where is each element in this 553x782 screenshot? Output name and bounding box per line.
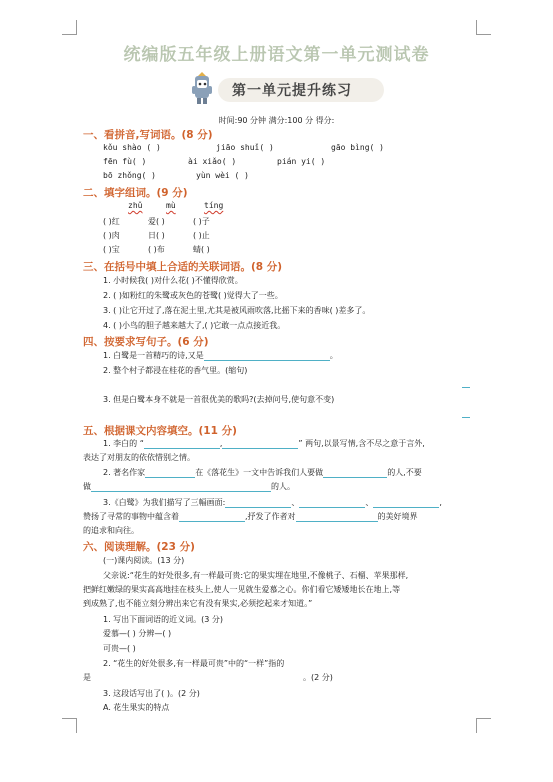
s2-pinyin: tíng xyxy=(204,201,224,210)
answer-blank[interactable] xyxy=(462,387,470,388)
pencil-mascot-icon xyxy=(186,72,218,106)
s2-cell: ( )止 xyxy=(193,231,210,240)
s1-item: pián yi( ) xyxy=(277,157,326,166)
s3-item: 2. ( )如粉红的朱鹭或灰色的苍鹭( )觉得大了一些。 xyxy=(103,291,283,300)
section-1-title: 一、看拼音,写词语。(8 分) xyxy=(83,129,213,141)
s5-line: 的追求和向往。 xyxy=(83,526,139,535)
s1-item: gāo bìng( ) xyxy=(331,143,384,152)
answer-blank[interactable] xyxy=(91,482,271,492)
s2-cell: 爱( ) xyxy=(148,217,165,226)
s4-item: 1. 白鹭是一首精巧的诗,又是 。 xyxy=(103,351,338,360)
s2-cell: ( )布 xyxy=(148,245,165,254)
s5-line: 表达了对朋友的依依惜别之情。 xyxy=(83,453,195,462)
s3-item: 3. ( )让它开过了,落在泥土里,尤其是被风雨吹落,比摇下来的香味( )差多了。 xyxy=(103,306,371,315)
s5-line: 1. 李白的 “ , ” 两句,以景写情,含不尽之意于言外, xyxy=(103,439,425,448)
answer-blank[interactable] xyxy=(91,673,303,683)
section-4-title: 四、按要求写句子。(6 分) xyxy=(83,336,209,348)
s3-item: 4. ( )小鸟的胆子越来越大了,( )它敢一点点接近我。 xyxy=(103,321,286,330)
section-5-title: 五、根据课文内容填空。(11 分) xyxy=(83,425,237,437)
answer-blank[interactable] xyxy=(144,439,220,449)
s5-line: 赞扬了寻常的事物中蕴含着 ,抒发了作者对 的美好境界 xyxy=(83,512,418,521)
crop-mark-top-left xyxy=(62,20,77,35)
crop-mark-bottom-left xyxy=(62,718,77,733)
s2-cell: ( )宝 xyxy=(103,245,120,254)
s6-question: 可贵—( ) xyxy=(103,644,136,653)
s4-item: 2. 整个村子都浸在桂花的香气里。(缩句) xyxy=(103,366,248,375)
s1-item: kǒu shào ( ) xyxy=(103,143,161,152)
answer-blank[interactable] xyxy=(323,468,387,478)
reading-paragraph: 父亲说:“花生的好处很多,有一样最可贵:它的果实埋在地里,不像桃子、石榴、苹果那样, xyxy=(103,571,409,580)
section-2-title: 二、填字组词。(9 分) xyxy=(83,187,188,199)
section-3-title: 三、在括号中填上合适的关联词语。(8 分) xyxy=(83,261,283,273)
s2-cell: ( )红 xyxy=(103,217,120,226)
crop-mark-bottom-right xyxy=(476,718,491,733)
answer-blank[interactable] xyxy=(179,512,245,522)
crop-mark-top-right xyxy=(476,20,491,35)
answer-blank[interactable] xyxy=(296,512,378,522)
s5-line: 做 的人。 xyxy=(83,482,295,491)
s3-item: 1. 小时候我( )对什么花( )不懂得欣赏。 xyxy=(103,276,243,285)
s1-item: yùn wèi ( ) xyxy=(196,171,249,180)
answer-blank[interactable] xyxy=(373,498,439,508)
answer-blank[interactable] xyxy=(204,351,330,361)
s2-cell: 日( ) xyxy=(148,231,165,240)
answer-blank[interactable] xyxy=(222,439,298,449)
s1-item: ài xiǎo( ) xyxy=(188,157,237,166)
s1-item: jiāo shuǐ( ) xyxy=(216,143,274,152)
s6-question: 是 。(2 分) xyxy=(83,673,333,682)
s1-item: fēn fù( ) xyxy=(103,157,147,166)
s2-cell: ( )肉 xyxy=(103,231,120,240)
exam-meta-line: 时间:90 分钟 满分:100 分 得分: xyxy=(218,116,335,125)
reading-paragraph: 到成熟了,也不能立刻分辨出来它有没有果实,必须挖起来才知道。” xyxy=(83,599,313,608)
s2-cell: 蜻( ) xyxy=(193,245,210,254)
s6-question: 3. 这段话写出了( )。(2 分) xyxy=(103,689,200,698)
answer-blank[interactable] xyxy=(462,417,470,418)
s6-question: 爱慕—( ) 分辨—( ) xyxy=(103,629,172,638)
reading-paragraph: 把鲜红嫩绿的果实高高地挂在枝头上,使人一见就生爱慕之心。你们看它矮矮地长在地上,等 xyxy=(83,585,401,594)
s2-pinyin: mù xyxy=(166,201,176,210)
exam-banner-title: 统编版五年级上册语文第一单元测试卷 xyxy=(123,45,430,65)
s6-question: 1. 写出下面词语的近义词。(3 分) xyxy=(103,615,224,624)
s1-item: bō zhǒng( ) xyxy=(103,171,156,180)
section-6-title: 六、阅读理解。(23 分) xyxy=(83,541,195,553)
s5-line: 2. 著名作家 在《落花生》一文中告诉我们人要做 的人,不要 xyxy=(103,468,422,477)
page-subtitle: 第一单元提升练习 xyxy=(232,83,352,99)
answer-blank[interactable] xyxy=(299,498,365,508)
answer-blank[interactable] xyxy=(145,468,195,478)
answer-blank[interactable] xyxy=(225,498,291,508)
s2-pinyin: zhǔ xyxy=(128,201,143,210)
s6-question: 2. “花生的好处很多,有一样最可贵”中的“一样”指的 xyxy=(103,659,285,668)
s2-cell: ( )子 xyxy=(193,217,210,226)
s6-part-title: (一)课内阅读。(13 分) xyxy=(103,556,185,565)
s5-line: 3.《白鹭》为我们描写了三幅画面: 、 、 , xyxy=(103,498,442,507)
s6-option[interactable]: A. 花生果实的特点 xyxy=(103,703,170,712)
s4-item: 3. 但是白鹭本身不就是一首很优美的歌吗?(去掉问号,使句意不变) xyxy=(103,395,335,404)
